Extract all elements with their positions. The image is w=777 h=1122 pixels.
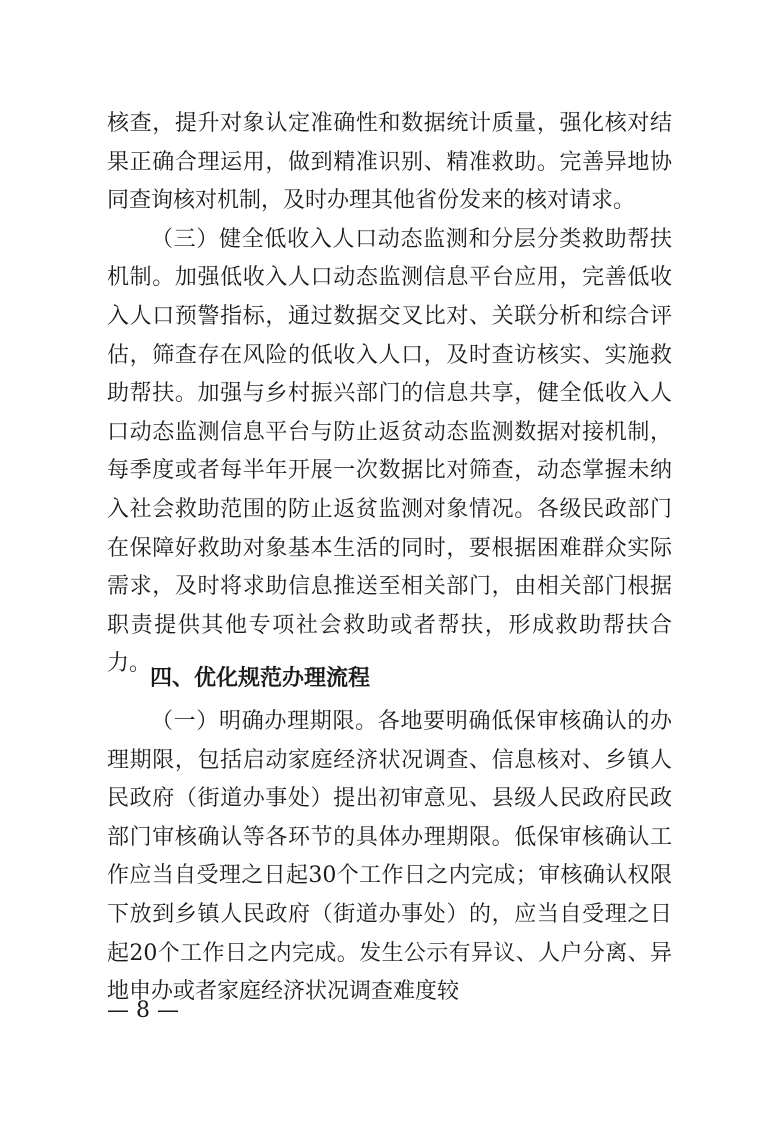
section-heading: 四、优化规范办理流程: [150, 666, 371, 691]
paragraph-monitoring-mechanism: （三）健全低收入人口动态监测和分层分类救助帮扶机制。加强低收入人口动态监测信息平台应用，完善低收入人口预警指标，通过数据交叉比对、关联分析和综合评估，筛查存在风险的低收入人口，及时查访核实、实施救助帮扶。加强与乡村振兴部门的信息共享，健全低收入人口动态监测信息平台与防止返贫动态监测数据对接机制，每季度或者每半年开展一次数据比对筛查，动态掌握未纳入社会救助范围的防止返贫监测对象情况。各级民政部门在保障好救助对象基本生活的同时，要根据困难群众实际需求，及时将求助信息推送至相关部门，由相关部门根据职责提供其他专项社会救助或者帮扶，形成救助帮扶合力。: [107, 226, 672, 677]
paragraph-processing-deadline: （一）明确办理期限。各地要明确低保审核确认的办理期限，包括启动家庭经济状况调查、信息核对、乡镇人民政府（街道办事处）提出初审意见、县级人民政府民政部门审核确认等各环节的具体办理期限。低保审核确认工作应当自受理之日起30个工作日之内完成；审核确认权限下放到乡镇人民政府（街道办事处）的，应当自受理之日起20个工作日之内完成。发生公示有异议、人户分离、异地申办或者家庭经济状况调查难度较: [107, 709, 672, 1005]
paragraph-continuation: 核查，提升对象认定准确性和数据统计质量，强化核对结果正确合理运用，做到精准识别、精准救助。完善异地协同查询核对机制，及时办理其他省份发来的核对请求。: [107, 111, 672, 214]
page-number: — 8 —: [107, 998, 179, 1023]
body-text-block-2: [107, 703, 672, 1012]
body-text-block: [107, 105, 672, 684]
